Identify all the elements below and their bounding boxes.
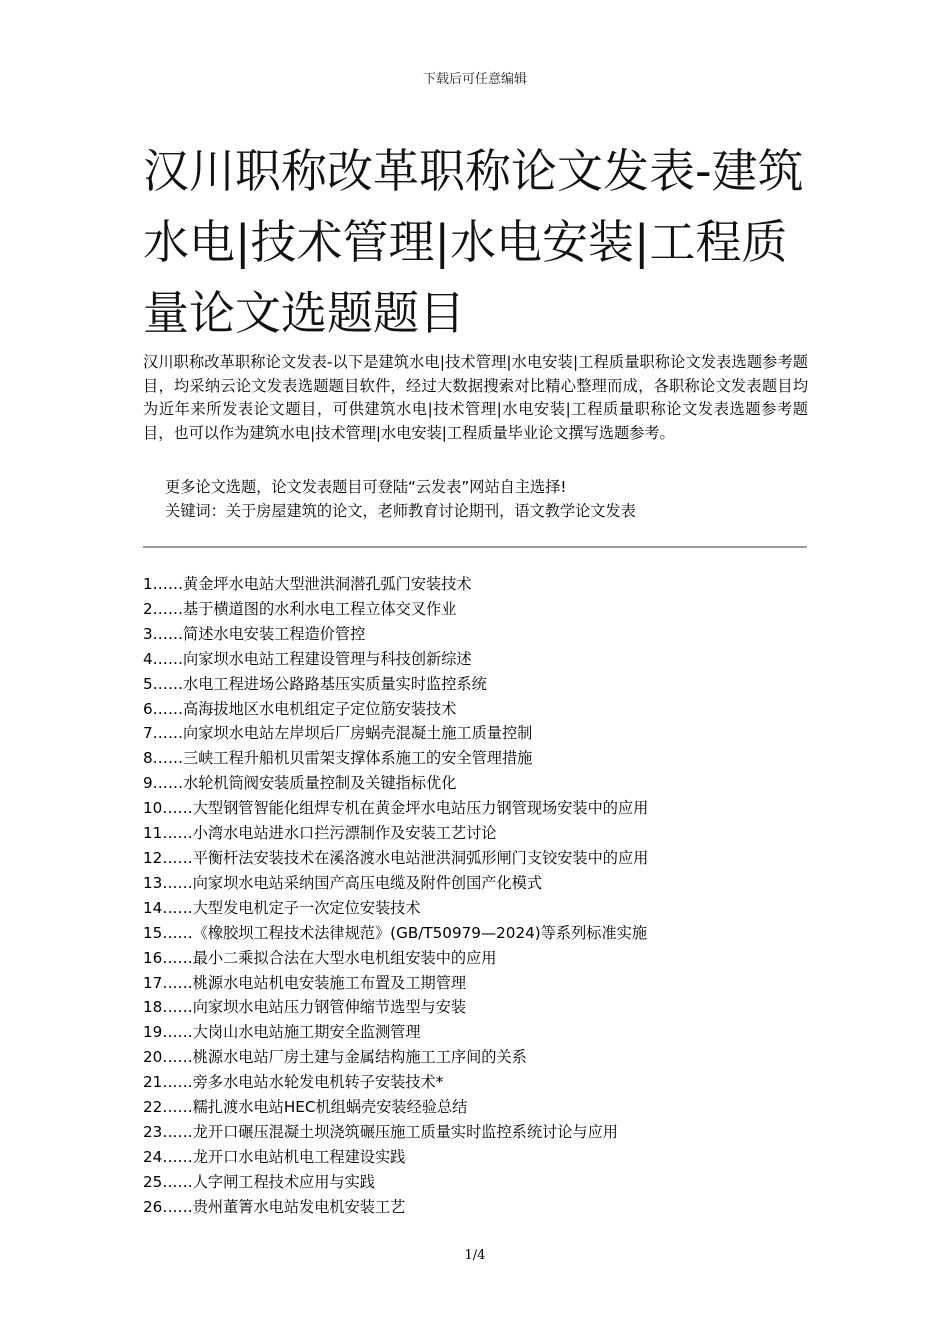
- topic-item: 25……人字闸工程技术应用与实践: [143, 1172, 375, 1191]
- topic-item: 7……向家坝水电站左岸坝后厂房蜗壳混凝土施工质量控制: [143, 724, 533, 743]
- document-title: 汉川职称改革职称论文发表-建筑水电|技术管理|水电安装|工程质量论文选题题目: [143, 144, 804, 340]
- page-number: 1/4: [464, 1248, 486, 1263]
- topic-item: 19……大岗山水电站施工期安全监测管理: [143, 1023, 421, 1042]
- topic-item: 1……黄金坪水电站大型泄洪洞潜孔弧门安装技术: [143, 575, 472, 593]
- topic-list: [143, 572, 808, 1220]
- topic-item: 14……大型发电机定子一次定位安装技术: [143, 898, 421, 917]
- topic-item: 22……糯扎渡水电站HEC机组蜗壳安装经验总结: [143, 1098, 468, 1117]
- topic-item: 15……《橡胶坝工程技术法律规范》(GB/T50979—2024)等系列标准实施: [143, 923, 648, 942]
- topic-item: 26……贵州董箐水电站发电机安装工艺: [143, 1197, 406, 1216]
- topic-item: 21……旁多水电站水轮发电机转子安装技术*: [143, 1073, 444, 1092]
- topic-item: 5……水电工程进场公路路基压实质量实时监控系统: [143, 674, 487, 693]
- topic-item: 13……向家坝水电站采纳国产高压电缆及附件创国产化模式: [143, 873, 543, 892]
- more-topics-note: 更多论文选题，论文发表题目可登陆“云发表”网站自主选择!: [165, 478, 567, 496]
- topic-item: 24……龙开口水电站机电工程建设实践: [143, 1147, 406, 1166]
- topic-item: 12……平衡杆法安装技术在溪洛渡水电站泄洪洞弧形闸门支铰安装中的应用: [143, 848, 649, 867]
- keywords-line: 关键词：关于房屋建筑的论文，老师教育讨论期刊，语文教学论文发表: [165, 502, 636, 520]
- topic-item: 17……桃源水电站机电安装施工布置及工期管理: [143, 973, 467, 992]
- topic-item: 11……小湾水电站进水口拦污漂制作及安装工艺讨论: [143, 824, 497, 843]
- intro-paragraph: 汉川职称改革职称论文发表-以下是建筑水电|技术管理|水电安装|工程质量职称论文发表选题参考题目，均采纳云论文发表选题题目软件，经过大数据搜索对比精心整理而成，各职称论文发表题目均为近年来所发表论文题目，可供建筑水电|技术管理|水电安装|工程质量职称论文发表选题参考题目，也可以作为建筑水电|技术管理|水电安装|工程质量毕业论文撰写选题参考。: [143, 353, 808, 442]
- topic-item: 3……简述水电安装工程造价管控: [143, 624, 366, 643]
- topic-item: 23……龙开口碾压混凝土坝浇筑碾压施工质量实时监控系统讨论与应用: [143, 1122, 618, 1141]
- topic-item: 6……高海拔地区水电机组定子定位筋安装技术: [143, 699, 457, 718]
- topic-item: 10……大型钢管智能化组焊专机在黄金坪水电站压力钢管现场安装中的应用: [143, 799, 649, 818]
- section-divider: [143, 546, 807, 548]
- topic-item: 9……水轮机筒阀安装质量控制及关键指标优化: [143, 774, 457, 793]
- topic-item: 18……向家坝水电站压力钢管伸缩节选型与安装: [143, 998, 467, 1017]
- topic-item: 8……三峡工程升船机贝雷架支撑体系施工的安全管理措施: [143, 749, 533, 768]
- page-header: 下载后可任意编辑: [422, 72, 527, 87]
- topic-item: 2……基于横道图的水利水电工程立体交叉作业: [143, 599, 457, 618]
- topic-item: 20……桃源水电站厂房土建与金属结构施工工序间的关系: [143, 1048, 527, 1067]
- topic-item: 4……向家坝水电站工程建设管理与科技创新综述: [143, 649, 472, 668]
- topic-item: 16……最小二乘拟合法在大型水电机组安装中的应用: [143, 948, 497, 967]
